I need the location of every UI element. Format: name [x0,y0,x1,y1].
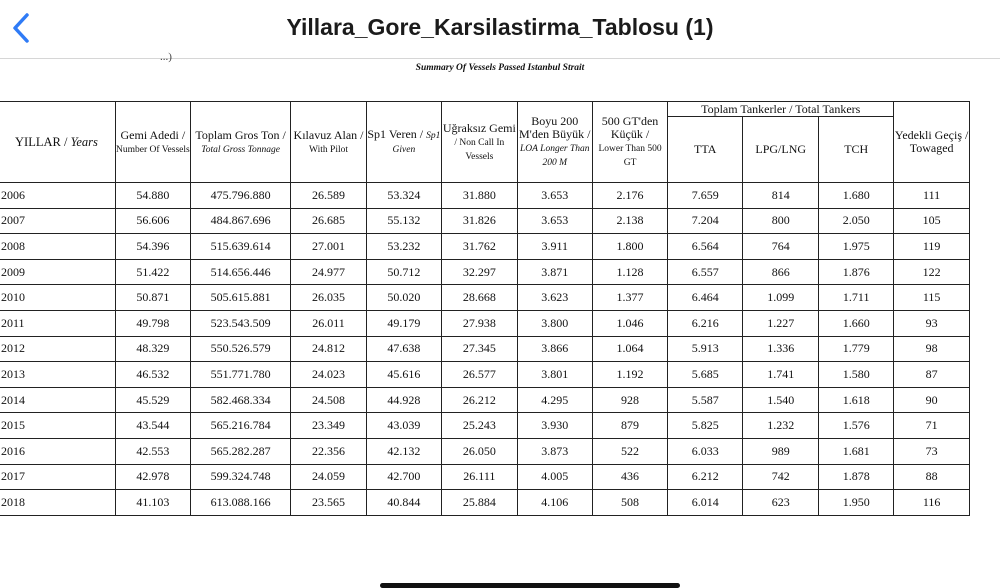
table-cell: 71 [894,413,970,439]
header-gemi: Gemi Adedi / Number Of Vessels [115,102,190,183]
table-cell: 1.800 [592,234,667,260]
table-cell: 1.232 [743,413,819,439]
table-cell: 475.796.880 [190,183,290,209]
table-cell: 105 [894,208,970,234]
header-total-tankers: Toplam Tankerler / Total Tankers [668,102,894,117]
table-cell: 24.023 [291,362,366,388]
table-cell: 111 [894,183,970,209]
table-cell: 25.243 [442,413,518,439]
table-cell: 49.179 [366,310,441,336]
table-cell: 26.685 [291,208,366,234]
table-cell: 6.014 [668,490,743,516]
table-cell: 4.106 [517,490,592,516]
table-cell: 43.039 [366,413,441,439]
table-cell: 989 [743,438,819,464]
table-cell: 551.771.780 [190,362,290,388]
table-cell: 54.880 [115,183,190,209]
table-cell: 32.297 [442,259,518,285]
year-cell: 2015 [0,413,115,439]
table-cell: 27.345 [442,336,518,362]
table-cell: 55.132 [366,208,441,234]
table-cell: 31.880 [442,183,518,209]
table-cell: 27.938 [442,310,518,336]
vessels-table [0,101,970,516]
table-row [0,464,970,490]
year-cell: 2016 [0,438,115,464]
table-cell: 1.192 [592,362,667,388]
table-row [0,387,970,413]
table-cell: 6.557 [668,259,743,285]
table-cell: 1.128 [592,259,667,285]
table-cell: 1.878 [819,464,894,490]
table-body [0,183,970,516]
table-cell: 26.212 [442,387,518,413]
header-lpg-lng: LPG/LNG [743,117,819,183]
table-cell: 505.615.881 [190,285,290,311]
year-cell: 2008 [0,234,115,260]
year-cell: 2012 [0,336,115,362]
table-cell: 43.544 [115,413,190,439]
header-sp1: Sp1 Veren / Sp1 Given [366,102,441,183]
table-cell: 26.577 [442,362,518,388]
header-yedekli: Yedekli Geçiş / Towaged [894,102,970,183]
table-cell: 54.396 [115,234,190,260]
table-cell: 1.618 [819,387,894,413]
table-cell: 514.656.446 [190,259,290,285]
table-cell: 1.660 [819,310,894,336]
table-cell: 814 [743,183,819,209]
table-cell: 7.204 [668,208,743,234]
table-cell: 3.653 [517,208,592,234]
table-cell: 508 [592,490,667,516]
table-cell: 6.033 [668,438,743,464]
table-cell: 53.324 [366,183,441,209]
top-nav-bar [0,0,1000,59]
header-years: YILLAR / Years [0,102,115,183]
table-cell: 6.464 [668,285,743,311]
table-cell: 3.866 [517,336,592,362]
table-cell: 5.587 [668,387,743,413]
table-cell: 28.668 [442,285,518,311]
table-cell: 928 [592,387,667,413]
table-cell: 4.005 [517,464,592,490]
header-kilavuz: Kılavuz Alan / With Pilot [291,102,366,183]
table-cell: 31.762 [442,234,518,260]
year-cell: 2018 [0,490,115,516]
table-cell: 1.540 [743,387,819,413]
table-cell: 1.876 [819,259,894,285]
table-cell: 623 [743,490,819,516]
table-cell: 4.295 [517,387,592,413]
table-cell: 3.801 [517,362,592,388]
table-cell: 26.050 [442,438,518,464]
header-gros: Toplam Gros Ton / Total Gross Tonnage [190,102,290,183]
table-cell: 40.844 [366,490,441,516]
table-cell: 98 [894,336,970,362]
table-cell: 87 [894,362,970,388]
table-row [0,259,970,285]
table-cell: 515.639.614 [190,234,290,260]
table-row [0,490,970,516]
table-cell: 3.930 [517,413,592,439]
table-cell: 879 [592,413,667,439]
table-cell: 44.928 [366,387,441,413]
cut-off-text: ...) [160,51,172,63]
year-cell: 2006 [0,183,115,209]
table-cell: 1.336 [743,336,819,362]
table-cell: 1.680 [819,183,894,209]
table-cell: 88 [894,464,970,490]
table-cell: 2.138 [592,208,667,234]
table-cell: 3.653 [517,183,592,209]
table-cell: 1.580 [819,362,894,388]
year-cell: 2017 [0,464,115,490]
table-cell: 866 [743,259,819,285]
table-cell: 45.529 [115,387,190,413]
year-cell: 2013 [0,362,115,388]
table-cell: 3.800 [517,310,592,336]
table-cell: 5.913 [668,336,743,362]
table-cell: 119 [894,234,970,260]
table-caption: Summary Of Vessels Passed Istanbul Strait [415,63,585,73]
table-cell: 26.111 [442,464,518,490]
header-tta: TTA [668,117,743,183]
table-cell: 3.911 [517,234,592,260]
table-cell: 45.616 [366,362,441,388]
table-cell: 116 [894,490,970,516]
table-cell: 24.059 [291,464,366,490]
table-row [0,234,970,260]
table-cell: 27.001 [291,234,366,260]
table-cell: 599.324.748 [190,464,290,490]
table-cell: 50.871 [115,285,190,311]
table-cell: 565.282.287 [190,438,290,464]
table-cell: 6.212 [668,464,743,490]
table-cell: 5.825 [668,413,743,439]
table-cell: 26.589 [291,183,366,209]
table-cell: 1.046 [592,310,667,336]
table-cell: 3.871 [517,259,592,285]
table-cell: 484.867.696 [190,208,290,234]
table-cell: 24.508 [291,387,366,413]
table-cell: 1.099 [743,285,819,311]
table-cell: 48.329 [115,336,190,362]
table-row [0,208,970,234]
table-cell: 51.422 [115,259,190,285]
table-cell: 2.176 [592,183,667,209]
table-cell: 47.638 [366,336,441,362]
table-cell: 23.565 [291,490,366,516]
table-cell: 6.564 [668,234,743,260]
table-cell: 122 [894,259,970,285]
table-cell: 6.216 [668,310,743,336]
year-cell: 2014 [0,387,115,413]
table-cell: 24.812 [291,336,366,362]
table-cell: 1.377 [592,285,667,311]
year-cell: 2010 [0,285,115,311]
table-cell: 1.576 [819,413,894,439]
table-cell: 25.884 [442,490,518,516]
table-cell: 50.020 [366,285,441,311]
header-ugraksiz: Uğraksız Gemi / Non Call In Vessels [442,102,518,183]
table-cell: 523.543.509 [190,310,290,336]
table-cell: 565.216.784 [190,413,290,439]
year-cell: 2009 [0,259,115,285]
table-cell: 550.526.579 [190,336,290,362]
header-boyu: Boyu 200 M'den Büyük / LOA Longer Than 200 M [517,102,592,183]
table-cell: 522 [592,438,667,464]
header-tch: TCH [819,117,894,183]
table-cell: 1.741 [743,362,819,388]
table-cell: 42.700 [366,464,441,490]
table-cell: 41.103 [115,490,190,516]
table-cell: 1.950 [819,490,894,516]
table-cell: 46.532 [115,362,190,388]
table-cell: 93 [894,310,970,336]
table-cell: 2.050 [819,208,894,234]
table-cell: 24.977 [291,259,366,285]
table-cell: 1.779 [819,336,894,362]
document-title: Yillara_Gore_Karsilastirma_Tablosu (1) [286,14,714,40]
table-cell: 7.659 [668,183,743,209]
table-cell: 42.132 [366,438,441,464]
table-cell: 436 [592,464,667,490]
table-cell: 742 [743,464,819,490]
table-cell: 50.712 [366,259,441,285]
table-cell: 764 [743,234,819,260]
table-cell: 800 [743,208,819,234]
table-cell: 90 [894,387,970,413]
table-cell: 26.011 [291,310,366,336]
table-cell: 1.711 [819,285,894,311]
table-cell: 31.826 [442,208,518,234]
table-cell: 1.975 [819,234,894,260]
table-cell: 115 [894,285,970,311]
table-row [0,438,970,464]
table-cell: 1.064 [592,336,667,362]
table-cell: 582.468.334 [190,387,290,413]
table-cell: 3.623 [517,285,592,311]
document-view[interactable] [0,51,1000,542]
table-cell: 23.349 [291,413,366,439]
table-cell: 3.873 [517,438,592,464]
table-cell: 42.978 [115,464,190,490]
table-row [0,183,970,209]
header-kucuk: 500 GT'den Küçük / Lower Than 500 GT [592,102,667,183]
table-cell: 49.798 [115,310,190,336]
table-row [0,336,970,362]
year-cell: 2011 [0,310,115,336]
table-row [0,362,970,388]
table-row [0,413,970,439]
table-cell: 53.232 [366,234,441,260]
table-cell: 42.553 [115,438,190,464]
table-cell: 26.035 [291,285,366,311]
scroll-indicator[interactable] [380,583,680,588]
table-cell: 5.685 [668,362,743,388]
table-row [0,310,970,336]
table-cell: 613.088.166 [190,490,290,516]
table-row [0,285,970,311]
table-cell: 73 [894,438,970,464]
table-cell: 56.606 [115,208,190,234]
table-cell: 22.356 [291,438,366,464]
table-cell: 1.227 [743,310,819,336]
year-cell: 2007 [0,208,115,234]
table-cell: 1.681 [819,438,894,464]
